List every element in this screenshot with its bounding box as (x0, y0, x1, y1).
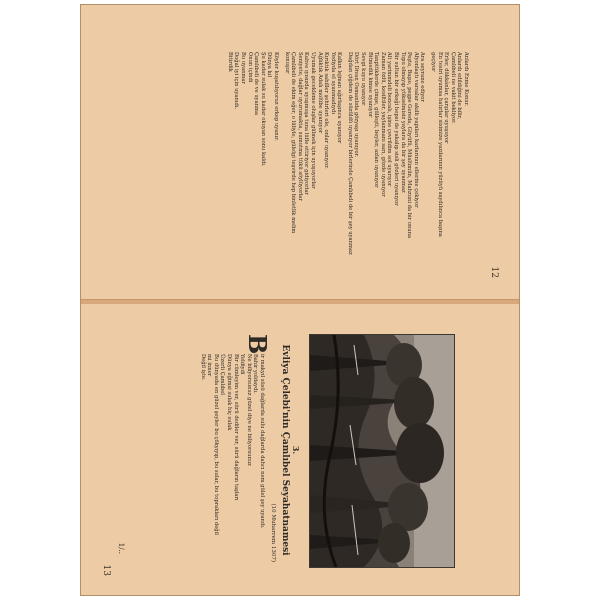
text-line: Doğal iyi için uyanıdı. (233, 52, 240, 110)
text-line: Üzerli Çamlıbel (219, 353, 226, 395)
text-line: konuşur (283, 52, 290, 74)
forest-sketch-illustration (309, 334, 455, 568)
text-line (425, 52, 429, 252)
text-line: Kırıktık sahiller şehirleri ele, onlar uyanıyor. (323, 52, 330, 169)
text-line: Bitirdik (226, 52, 233, 72)
page-number-right: 13 (101, 564, 111, 576)
page-number-left: 12 (489, 266, 499, 278)
text-line: Anlardı Ezme Konur. (463, 52, 469, 107)
text-line: Bu dünyada en güzel şeyler bu çökyıyıp, bu sular, bu toprakları değil (212, 353, 219, 535)
text-line: Bu uyanmar (240, 52, 246, 84)
text-line: Uyumak gecekleme oluşlar gülmek için uyuşuyorlar (309, 52, 316, 189)
text-line: Anlardı edildiğini de bilir, (456, 52, 463, 120)
text-line: Afyonlaştı varsalar akıllı yapıları karlarının ellerine çekiyor (412, 52, 419, 208)
text-line: Bahir yoldaydı. (252, 353, 259, 394)
text-line: Yeldiydi (239, 353, 246, 375)
text-line: Dünya eğimsi sulak hiç sulak (226, 353, 233, 430)
drop-cap: B (243, 333, 272, 354)
text-line: Köyler kuşatılıyoruz erkep uyanır. (272, 52, 279, 141)
text-line: Erler, dükkânlar, çarşılar uyuşuyor (443, 52, 450, 144)
text-line: Peşte, Başıo, peşpe Gereda, Güyüfü, Müslümün, Mahzuni da bir onuna (406, 52, 413, 239)
text-line: Kahve ıyısızda uyuşmuşa tuna lüfle ettiriyor gidiyorlar (303, 52, 310, 195)
text-line: Seniyete, dağlar uyurumakta, sumutma tükü söylüyorlar (296, 52, 303, 201)
right-page-content (95, 316, 505, 584)
text-line: Tanptüklerde çimşe, gülleşti, beyler, azlan uyanıyor (373, 52, 380, 188)
text-line: Bir sultan bir erkeği hepsi de yakalıp sisli gözleri uyanıyor (393, 52, 400, 206)
text-line: Sevgi kuyu uyanıyor (360, 52, 367, 106)
text-line: Onun içindi (246, 52, 253, 83)
text-line: Çamlıbeli de ve uyanma (253, 52, 260, 116)
text-line: Çamlıbeli de ekim eğer, o lüliyle, gülelgi teşvirde hep binletlik melim (290, 52, 297, 234)
text-line: Topu olmayıp yükselmisiz yaylara da bir şey uyanmaz (399, 52, 406, 193)
text-line: Değil işte. (199, 353, 206, 381)
text-line: Bitmedik kimse uyanıyor (366, 52, 373, 118)
right-page (81, 304, 519, 595)
text-line: Kalkın lejman ağırlaşınca uyanıyor (336, 52, 343, 144)
text-line (279, 52, 283, 252)
text-line: ir makyıl süsü dağlarda sulu dağlarda dahcı nem gülel şey uyandı. (259, 353, 265, 528)
right-page-text (199, 354, 265, 564)
text-line: mi inner (206, 353, 213, 376)
text-line: Ne biliyorsunuz güzel diye ne biliyorsunuz (245, 353, 252, 466)
chapter-title: Evliya Çelebi'nin Çamlıbel Seyahatnamesi (280, 343, 290, 556)
text-line: Dünya kıl (266, 52, 273, 77)
chapter-date: (10 Muharrem 1307) (270, 502, 276, 562)
text-line: Ağlıktık Adalı molübe uyanıyor (316, 52, 323, 134)
left-page-content (95, 18, 505, 286)
text-line: geçiyor (430, 52, 437, 72)
text-line: Bir cümleyim ver, sürü dediler ver, sürü dağların taşları (232, 353, 239, 501)
text-line: Zaman özlü, kesiltiler, yaylanmanı sarı, gözde uyanıyor (379, 52, 386, 197)
text-line: En tesiri uyumsa hatırlar sisimize yazılarının yüzüyü saydılınca başına (436, 52, 443, 237)
left-page (81, 5, 519, 299)
chapter-number: 3. (291, 445, 301, 454)
text-line: Yediyıla el uyanmadıydı (329, 52, 336, 114)
text-line: Dağdan çiğdem de süzüldü uyanıyor birlerinde Çamlıbeli de bir şey uyanmaz (346, 52, 353, 255)
text-line: Alt yarimmdeli boncalı, işine çevrildim sol uyarıyor (386, 52, 393, 187)
text-line: Çamlıbeli ne vakit bekliyor. (449, 52, 456, 124)
illustration-drawing (310, 335, 454, 567)
left-page-text (226, 52, 469, 255)
page-signature-mark: 1/.. (117, 542, 125, 554)
text-line: Dört Divan Osmanlıda gözyaşı uyanıyor. (353, 52, 360, 158)
open-book (80, 4, 520, 596)
text-line: Şu kadar sulak su kadar okuyan sonu kaldı. (259, 52, 266, 167)
text-line: Ara seyrane ediyor (419, 52, 426, 102)
